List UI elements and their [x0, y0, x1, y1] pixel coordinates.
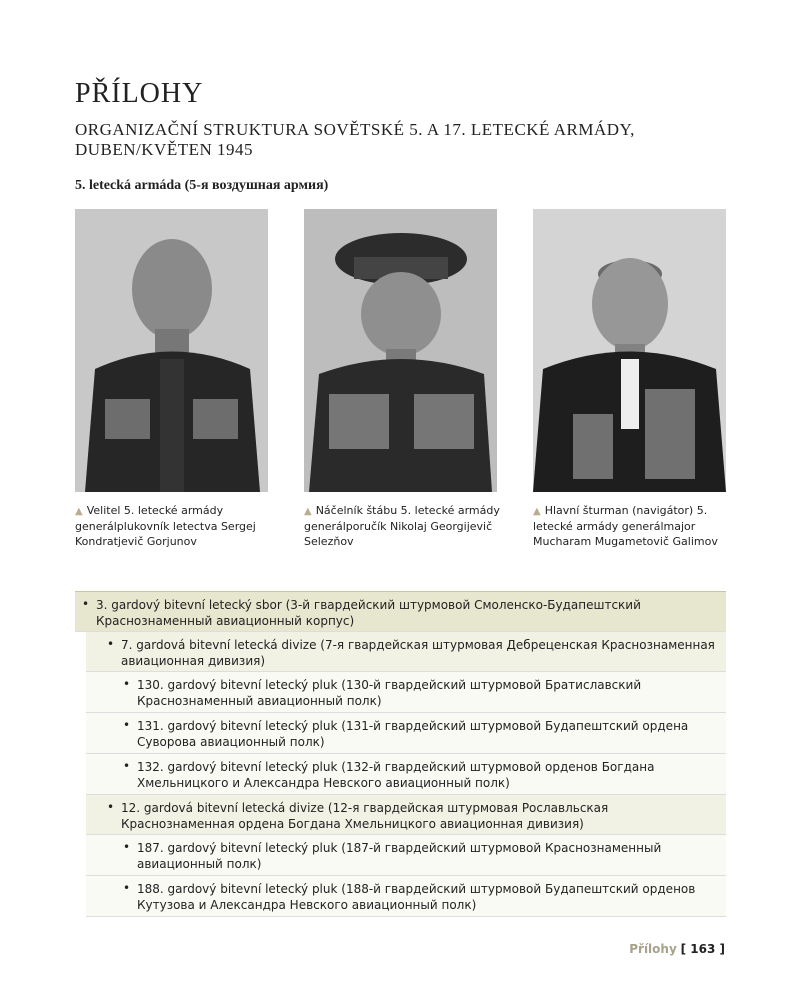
footer-section-name: Přílohy — [629, 942, 677, 956]
tree-item-corps — [75, 592, 726, 632]
bullet-icon: • — [107, 637, 115, 651]
tree-item-text: 7. gardová bitevní letecká divize (7-я гвардейская штурмовая Дебреценская Краснознаменная авиационная дивизия) — [121, 638, 715, 668]
photo-caption-3 — [533, 503, 733, 549]
photo-caption-2 — [304, 503, 504, 549]
caption-text: Náčelník štábu 5. letecké armády generálporučík Nikolaj Georgijevič Selezňov — [304, 504, 500, 548]
organization-tree — [75, 591, 726, 917]
tree-item-text: 132. gardový bitevní letecký pluk (132-й гвардейский штурмовой орденов Богдана Хмельницкого и Александра Невского авиационный полк) — [137, 760, 655, 790]
portrait-photo-3 — [533, 209, 726, 492]
tree-item-regiment — [86, 754, 726, 795]
bullet-icon: • — [123, 677, 131, 691]
tree-item-regiment — [86, 835, 726, 876]
page-footer — [629, 942, 725, 956]
page-title: PŘÍLOHY — [75, 78, 204, 109]
triangle-up-icon: ▲ — [533, 506, 541, 517]
tree-item-text: 3. gardový bitevní letecký sbor (3-й гвардейский штурмовой Смоленско-Будапештский Краснознаменный авиационный корпус) — [96, 598, 641, 628]
page-subtitle: ORGANIZAČNÍ STRUKTURA SOVĚTSKÉ 5. A 17. LETECKÉ ARMÁDY, DUBEN/KVĚTEN 1945 — [75, 120, 635, 159]
tree-item-text: 131. gardový bitevní letecký pluk (131-й гвардейский штурмовой Будапештский ордена Суворова авиационный полк) — [137, 719, 689, 749]
portrait-photo-1 — [75, 209, 268, 492]
bullet-icon: • — [123, 718, 131, 732]
portrait-photo-2 — [304, 209, 497, 492]
tree-item-text: 12. gardová bitevní letecká divize (12-я гвардейская штурмовая Рославльская Краснознаменная ордена Богдана Хмельницкого авиационная дивизия) — [121, 801, 609, 831]
bullet-icon: • — [123, 759, 131, 773]
bullet-icon: • — [107, 800, 115, 814]
bullet-icon: • — [82, 597, 90, 611]
tree-item-text: 188. gardový bitevní letecký pluk (188-й гвардейский штурмовой Будапештский орденов Кутузова и Александра Невского авиационный полк) — [137, 882, 696, 912]
portrait-photo-icon — [533, 209, 726, 492]
bullet-icon: • — [123, 840, 131, 854]
triangle-up-icon: ▲ — [304, 506, 312, 517]
section-heading: 5. letecká armáda (5-я воздушная армия) — [75, 178, 329, 193]
tree-item-text: 187. gardový bitevní letecký pluk (187-й гвардейский штурмовой Краснознаменный авиационный полк) — [137, 841, 662, 871]
bullet-icon: • — [123, 881, 131, 895]
photo-caption-1 — [75, 503, 275, 549]
portrait-photo-icon — [304, 209, 497, 492]
tree-item-regiment — [86, 713, 726, 754]
tree-item-regiment — [86, 876, 726, 917]
page-number: [ 163 ] — [680, 942, 725, 956]
tree-item-division — [86, 795, 726, 835]
tree-item-division — [86, 632, 726, 672]
caption-text: Hlavní šturman (navigátor) 5. letecké armády generálmajor Mucharam Mugametovič Galimov — [533, 504, 718, 548]
caption-text: Velitel 5. letecké armády generálplukovník letectva Sergej Kondratjevič Gorjunov — [75, 504, 256, 548]
triangle-up-icon: ▲ — [75, 506, 83, 517]
tree-item-regiment — [86, 672, 726, 713]
tree-item-text: 130. gardový bitevní letecký pluk (130-й гвардейский штурмовой Братиславский Краснознаменный авиационный полк) — [137, 678, 642, 708]
portrait-photo-icon — [75, 209, 268, 492]
